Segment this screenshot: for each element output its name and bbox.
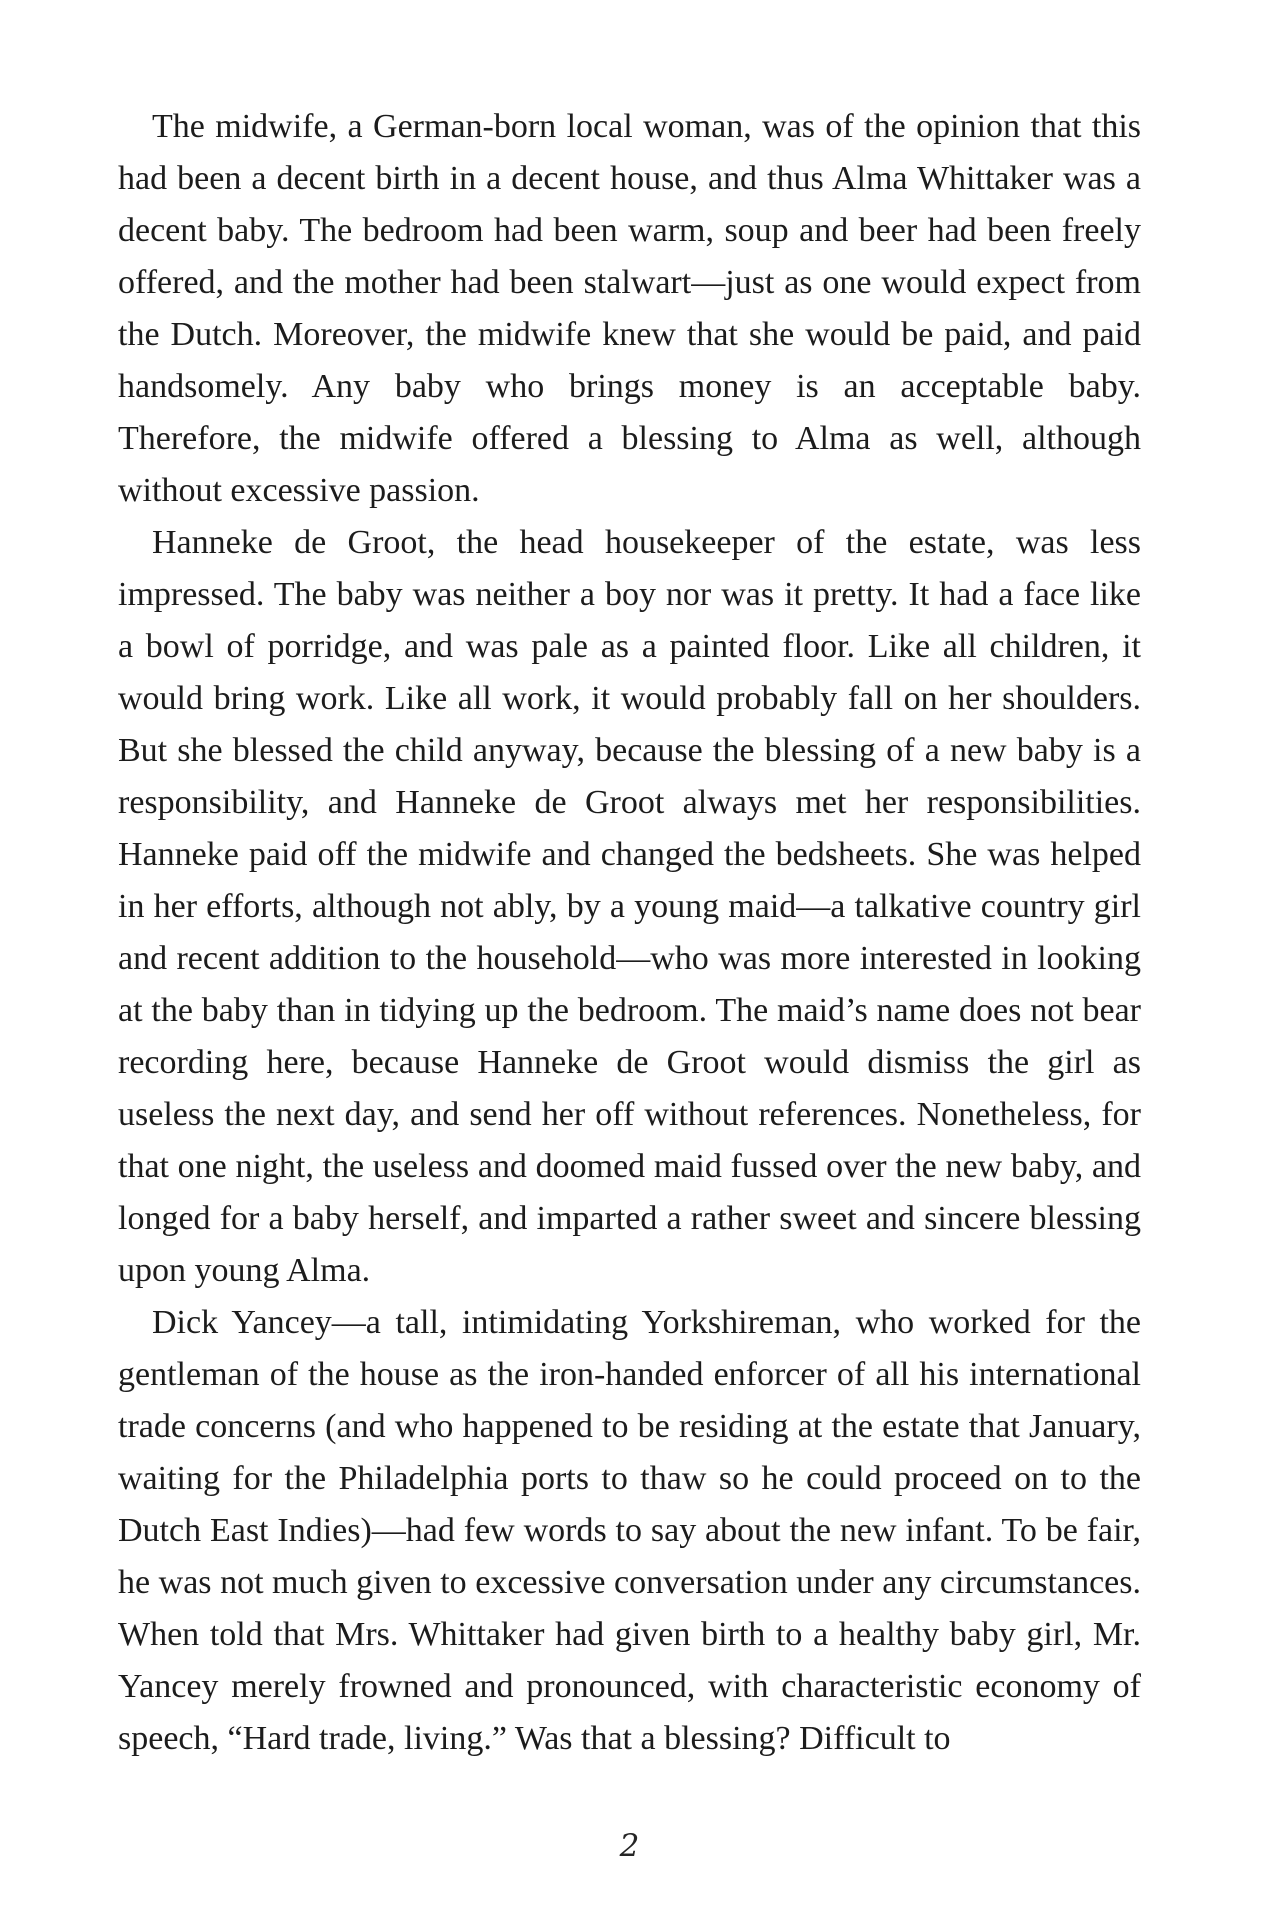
page-number: 2	[619, 1828, 640, 1864]
paragraph-dick-yancey: Dick Yancey—a tall, intimidating Yorkshireman, who worked for the gentleman of the house as the iron-handed enforcer of all his international trade concerns (and who happened to be residing at the estate that January, waiting for the Philadelphia ports to thaw so he could proceed on to the Dutch East Indies)—had few words to say about the new infant. To be fair, he was not much given to excessive conversation under any circumstances. When told that Mrs. Whittaker had given birth to a healthy baby girl, Mr. Yancey merely frowned and pronounced, with characteristic economy of speech, “Hard trade, living.” Was that a blessing? Difficult to	[118, 1304, 1141, 1757]
body-text	[118, 101, 1141, 1765]
paragraph-midwife: The midwife, a German-born local woman, was of the opinion that this had been a decent birth in a decent house, and thus Alma Whittaker was a decent baby. The bedroom had been warm, soup and beer had been freely offered, and the mother had been stalwart—just as one would expect from the Dutch. Moreover, the midwife knew that she would be paid, and paid handsomely. Any baby who brings money is an acceptable baby. Therefore, the midwife offered a blessing to Alma as well, although without excessive passion.	[118, 108, 1141, 509]
paragraph-hanneke: Hanneke de Groot, the head housekeeper of the estate, was less impressed. The baby was neither a boy nor was it pretty. It had a face like a bowl of porridge, and was pale as a painted floor. Like all children, it would bring work. Like all work, it would probably fall on her shoulders. But she blessed the child anyway, because the blessing of a new baby is a responsibility, and Hanneke de Groot always met her responsibilities. Hanneke paid off the midwife and changed the bedsheets. She was helped in her efforts, although not ably, by a young maid—a talkative country girl and recent addition to the household—who was more interested in looking at the baby than in tidying up the bedroom. The maid’s name does not bear recording here, because Hanneke de Groot would dismiss the girl as useless the next day, and send her off without references. Nonetheless, for that one night, the useless and doomed maid fussed over the new baby, and longed for a baby herself, and imparted a rather sweet and sincere blessing upon young Alma.	[118, 524, 1141, 1289]
